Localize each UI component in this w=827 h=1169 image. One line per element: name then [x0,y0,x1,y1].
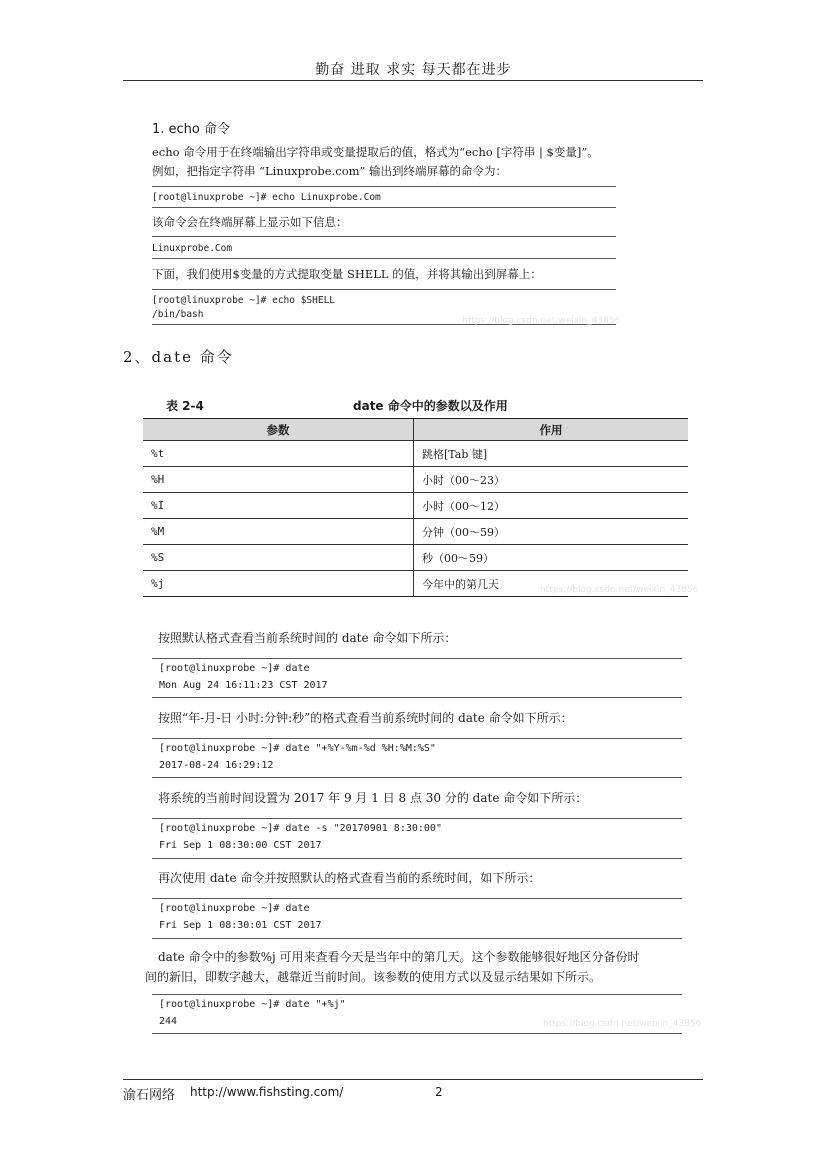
date-c5-line2: 244 [159,1016,178,1027]
table-row [143,441,688,467]
echo-text3: 下面，我们使用$变量的方式提取变量 SHELL 的值，并将其输出到屏幕上： [152,267,542,281]
code-block-rule [152,697,682,698]
date-c5-line1: [root@linuxprobe ~]# date "+%j" [159,999,346,1010]
footer-company: 渝石网络 [123,1088,176,1103]
code-block-rule [152,1033,682,1034]
date-params-table [143,418,688,597]
echo-intro-line2: 例如，把指定字符串 “Linuxprobe.com” 输出到终端屏幕的命令为： [152,164,508,178]
date-p2: 按照“年-月-日 小时:分钟:秒”的格式查看当前系统时间的 date 命令如下所示： [158,711,573,725]
code-block-rule [152,186,616,187]
code-block-rule [152,289,616,290]
code-block-rule [152,207,616,208]
code-block-rule [152,994,682,995]
effect-cell: 跳格[Tab 键] [414,441,689,467]
table-row [143,493,688,519]
date-p4: 再次使用 date 命令并按照默认的格式查看当前的系统时间，如下所示： [158,871,541,885]
table-row [143,467,688,493]
effect-cell: 小时（00～23） [414,467,689,493]
header-rule [123,80,703,81]
table-row [143,519,688,545]
table-header-effect: 作用 [414,419,689,441]
table-header-param: 参数 [143,419,414,441]
table-label: 表 2-4 [166,399,204,413]
watermark: https://blog.csdn.net/weixin_43856 [462,316,621,326]
code-block-rule [152,898,682,899]
date-c1-line2: Mon Aug 24 16:11:23 CST 2017 [159,680,328,691]
code-block-rule [152,777,682,778]
code-block-rule [152,236,616,237]
effect-cell: 小时（00～12） [414,493,689,519]
code-block-rule [152,258,616,259]
date-p3: 将系统的当前时间设置为 2017 年 9 月 1 日 8 点 30 分的 date 命令如下所示： [158,791,588,805]
date-c2-line1: [root@linuxprobe ~]# date "+%Y-%m-%d %H:%M:%S" [159,743,436,754]
date-p1: 按照默认格式查看当前系统时间的 date 命令如下所示： [158,631,457,645]
param-cell: %I [143,493,414,519]
table-caption: date 命令中的参数以及作用 [353,399,508,413]
footer-url[interactable]: http://www.fishsting.com/ [190,1085,344,1099]
date-c3-line2: Fri Sep 1 08:30:00 CST 2017 [159,840,322,851]
watermark: https://blog.csdn.net/weixin_43856 [543,1019,702,1029]
echo-code3-line1: [root@linuxprobe ~]# echo $SHELL [152,295,336,306]
date-c3-line1: [root@linuxprobe ~]# date -s "20170901 8:30:00" [159,823,442,834]
date-p5-line1: date 命令中的参数%j 可用来查看今天是当年中的第几天。这个参数能够很好地区分备份时 [158,950,640,964]
echo-intro-line1: echo 命令用于在终端输出字符串或变量提取后的值，格式为“echo [字符串 | $变量]”。 [152,145,599,159]
echo-code1: [root@linuxprobe ~]# echo Linuxprobe.Com [152,192,381,203]
footer-rule [123,1079,703,1080]
date-c4-line2: Fri Sep 1 08:30:01 CST 2017 [159,920,322,931]
page-number: 2 [435,1085,443,1099]
page-header: 勤奋 进取 求实 每天都在进步 [315,62,512,78]
code-block-rule [152,738,682,739]
echo-section-title: 1. echo 命令 [152,122,231,137]
echo-text2: 该命令会在终端屏幕上显示如下信息： [152,215,348,229]
date-c1-line1: [root@linuxprobe ~]# date [159,663,310,674]
effect-cell: 秒（00～59） [414,545,689,571]
effect-cell: 分钟（00～59） [414,519,689,545]
code-block-rule [152,858,682,859]
watermark: https://blog.csdn.net/weixin_43856 [540,585,699,595]
date-c2-line2: 2017-08-24 16:29:12 [159,760,274,771]
date-c4-line1: [root@linuxprobe ~]# date [159,903,310,914]
param-cell: %S [143,545,414,571]
echo-code2: Linuxprobe.Com [152,243,233,254]
param-cell: %j [143,571,414,597]
echo-code3-line2: /bin/bash [152,309,204,320]
param-cell: %H [143,467,414,493]
effect-cell: 今年中的第几天 [414,571,689,597]
date-section-title: 2、date 命令 [123,348,234,366]
param-cell: %t [143,441,414,467]
table-row [143,545,688,571]
code-block-rule [152,818,682,819]
code-block-rule [152,938,682,939]
param-cell: %M [143,519,414,545]
code-block-rule [152,658,682,659]
date-p5-line2: 间的新旧，即数字越大，越靠近当前时间。该参数的使用方式以及显示结果如下所示。 [145,970,602,984]
